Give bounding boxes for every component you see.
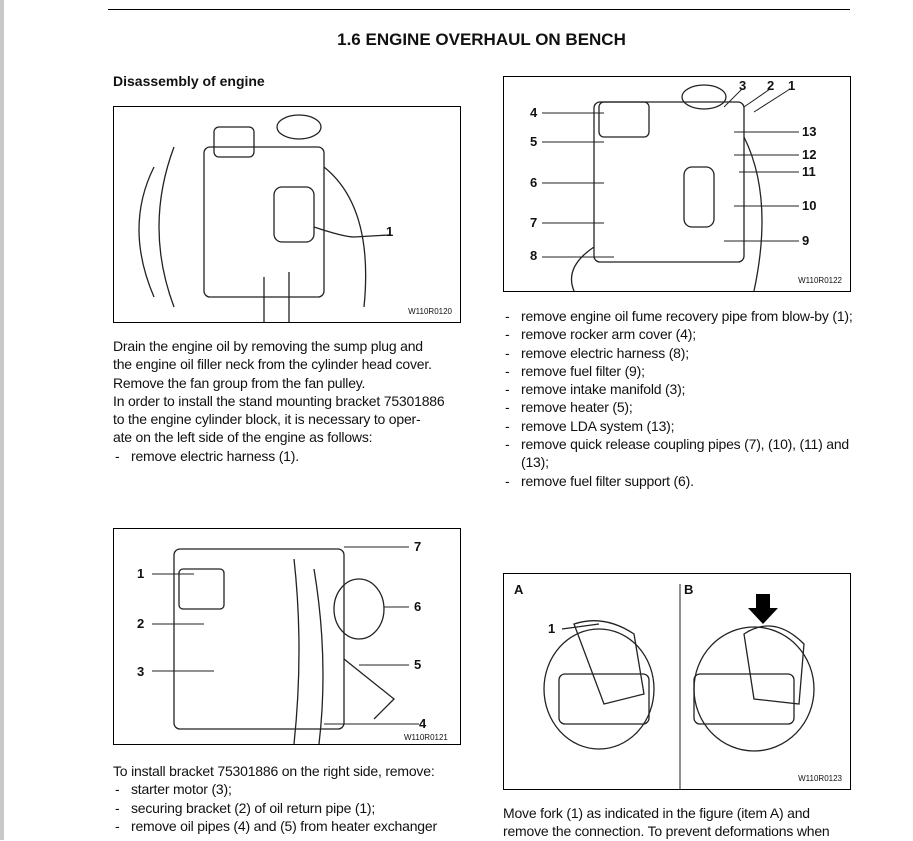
page-title: 1.6 ENGINE OVERHAUL ON BENCH [337,30,626,49]
list-item: - remove rocker arm cover (4); [503,325,853,343]
text-line: to the engine cylinder block, it is necessary to oper- [113,411,421,428]
list-item: - remove engine oil fume recovery pipe from blow-by (1); [503,307,853,325]
figure-engine-parts [503,76,851,292]
list-item: - remove quick release coupling pipes (7), (10), (11) and (13); [503,435,853,472]
callout-11: 11 [802,164,816,179]
callout-4: 4 [530,105,538,120]
text-line: To install bracket 75301886 on the right side, remove: [113,763,435,779]
callout-3: 3 [739,78,747,93]
callout-9: 9 [802,233,810,248]
list-item: - securing bracket (2) of oil return pipe (1); [113,799,473,817]
right-paragraph-2 [503,804,863,841]
callout-1: 1 [788,78,796,93]
callout-3: 3 [137,664,145,679]
figure-engine-left [113,106,461,323]
list-item: - remove LDA system (13); [503,417,853,435]
callout-5: 5 [530,134,538,149]
figure-code: W110R0122 [798,276,842,285]
text-line: ate on the left side of the engine as follows: [113,429,373,446]
callout-7: 7 [530,215,538,230]
callout-8: 8 [530,248,538,263]
header-rule [108,9,850,10]
callout-1: 1 [137,566,145,581]
list-item: - remove oil pipes (4) and (5) from heater exchanger [113,817,473,835]
callout-5: 5 [414,657,422,672]
callout-6: 6 [414,599,422,614]
label-a: A [514,582,524,597]
label-b: B [684,582,694,597]
list-item: - starter motor (3); [113,780,473,798]
engine-drawing [114,107,460,322]
down-arrow-icon [748,594,778,624]
engine-drawing [114,529,460,744]
section-subtitle: Disassembly of engine [113,73,265,89]
engine-drawing [504,77,850,291]
callout-12: 12 [802,147,817,162]
list-item: - remove fuel filter support (6). [503,472,853,490]
text-line: remove the connection. To prevent deformations when [503,823,830,840]
list-item: - remove heater (5); [503,398,853,416]
left-paragraph-2 [113,762,473,835]
list-item: - remove fuel filter (9); [503,362,853,380]
text-line: the engine oil filler neck from the cylinder head cover. [113,356,432,373]
figure-fork-connection [503,573,851,790]
left-paragraph [113,337,463,465]
text-line: Remove the fan group from the fan pulley. [113,374,366,391]
list-item: - remove intake manifold (3); [503,380,853,398]
text-line: In order to install the stand mounting bracket 75301886 [113,392,445,409]
text-line: Move fork (1) as indicated in the figure (item A) and [503,805,810,821]
callout-1: 1 [386,224,394,239]
figure-engine-right [113,528,461,745]
page-edge [0,0,4,840]
figure-code: W110R0123 [798,774,842,783]
list-item: - remove electric harness (8); [503,344,853,362]
figure-code: W110R0120 [408,307,452,316]
text-line: Drain the engine oil by removing the sump plug and [113,338,423,354]
callout-2: 2 [767,78,775,93]
callout-7: 7 [414,539,422,554]
right-list [503,307,853,490]
callout-2: 2 [137,616,145,631]
callout-4: 4 [419,716,427,731]
figure-code: W110R0121 [404,733,448,742]
callout-6: 6 [530,175,538,190]
fork-drawing [504,574,850,789]
callout-13: 13 [802,124,817,139]
callout-10: 10 [802,198,817,213]
list-item: - remove electric harness (1). [113,447,463,465]
callout-1: 1 [548,621,556,636]
